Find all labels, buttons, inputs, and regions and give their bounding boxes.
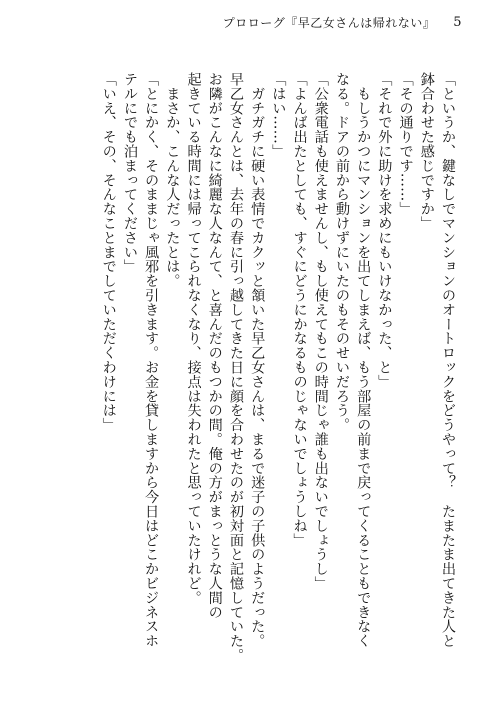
body-text [38,72,458,687]
text-line: お隣がこんなに綺麗な人なんて、と喜んだのもつかの間。俺の方がまっとうな人間の [206,72,223,620]
text-line: 「公衆電話も使えませんし、もし使えてもこの時間じゃ誰も出ないでしょうし」 [312,72,329,591]
page-number: 5 [453,15,462,30]
page-header [32,14,462,31]
text-line: 「はい……」 [270,72,287,159]
text-line: 鉢合わせた感じですか」 [418,72,435,231]
text-line: 「よんば出たとしても、すぐにどうにかなるものじゃないでしょうしね」 [291,72,308,548]
text-line: 「その通りです……」 [397,72,414,216]
text-line: 「いえ、その、そんなことまでしていただくわけには」 [100,72,117,432]
text-line: 起きている時間には帰ってこられなくなり、接点は失われたと思っていたけれど。 [185,72,202,605]
text-line: 「とにかく、そのままじゃ風邪を引きます。お金を貸しますから今日はどこかビジネスホ [143,72,160,648]
text-line: ガチガチに硬い表情でカクッと頷いた早乙女さんは、まるで迷子の子供のようだった。 [249,72,266,648]
text-line: 「それで外に助けを求めにもいけなかった、と」 [376,72,393,389]
running-title: プロローグ『早乙女さんは帰れない』 [222,16,436,30]
text-line: もしうかつにマンションを出てしまえば、もう部屋の前まで戻ってくることもできなく [355,72,372,648]
text-line: まさか、こんな人だったとは。 [164,72,181,288]
text-line: テルにでも泊まってください」 [121,72,138,274]
text-line: なる。ドアの前から動けずにいたのもそのせいだろう。 [333,72,350,432]
text-line: 「というか、鍵なしでマンションのオートロックをどうやって？ たまたま出てきた人と [440,72,456,648]
text-line: 早乙女さんとは、去年の春に引っ越してきた日に顔を合わせたのが初対面と記憶していた。 [227,72,244,663]
